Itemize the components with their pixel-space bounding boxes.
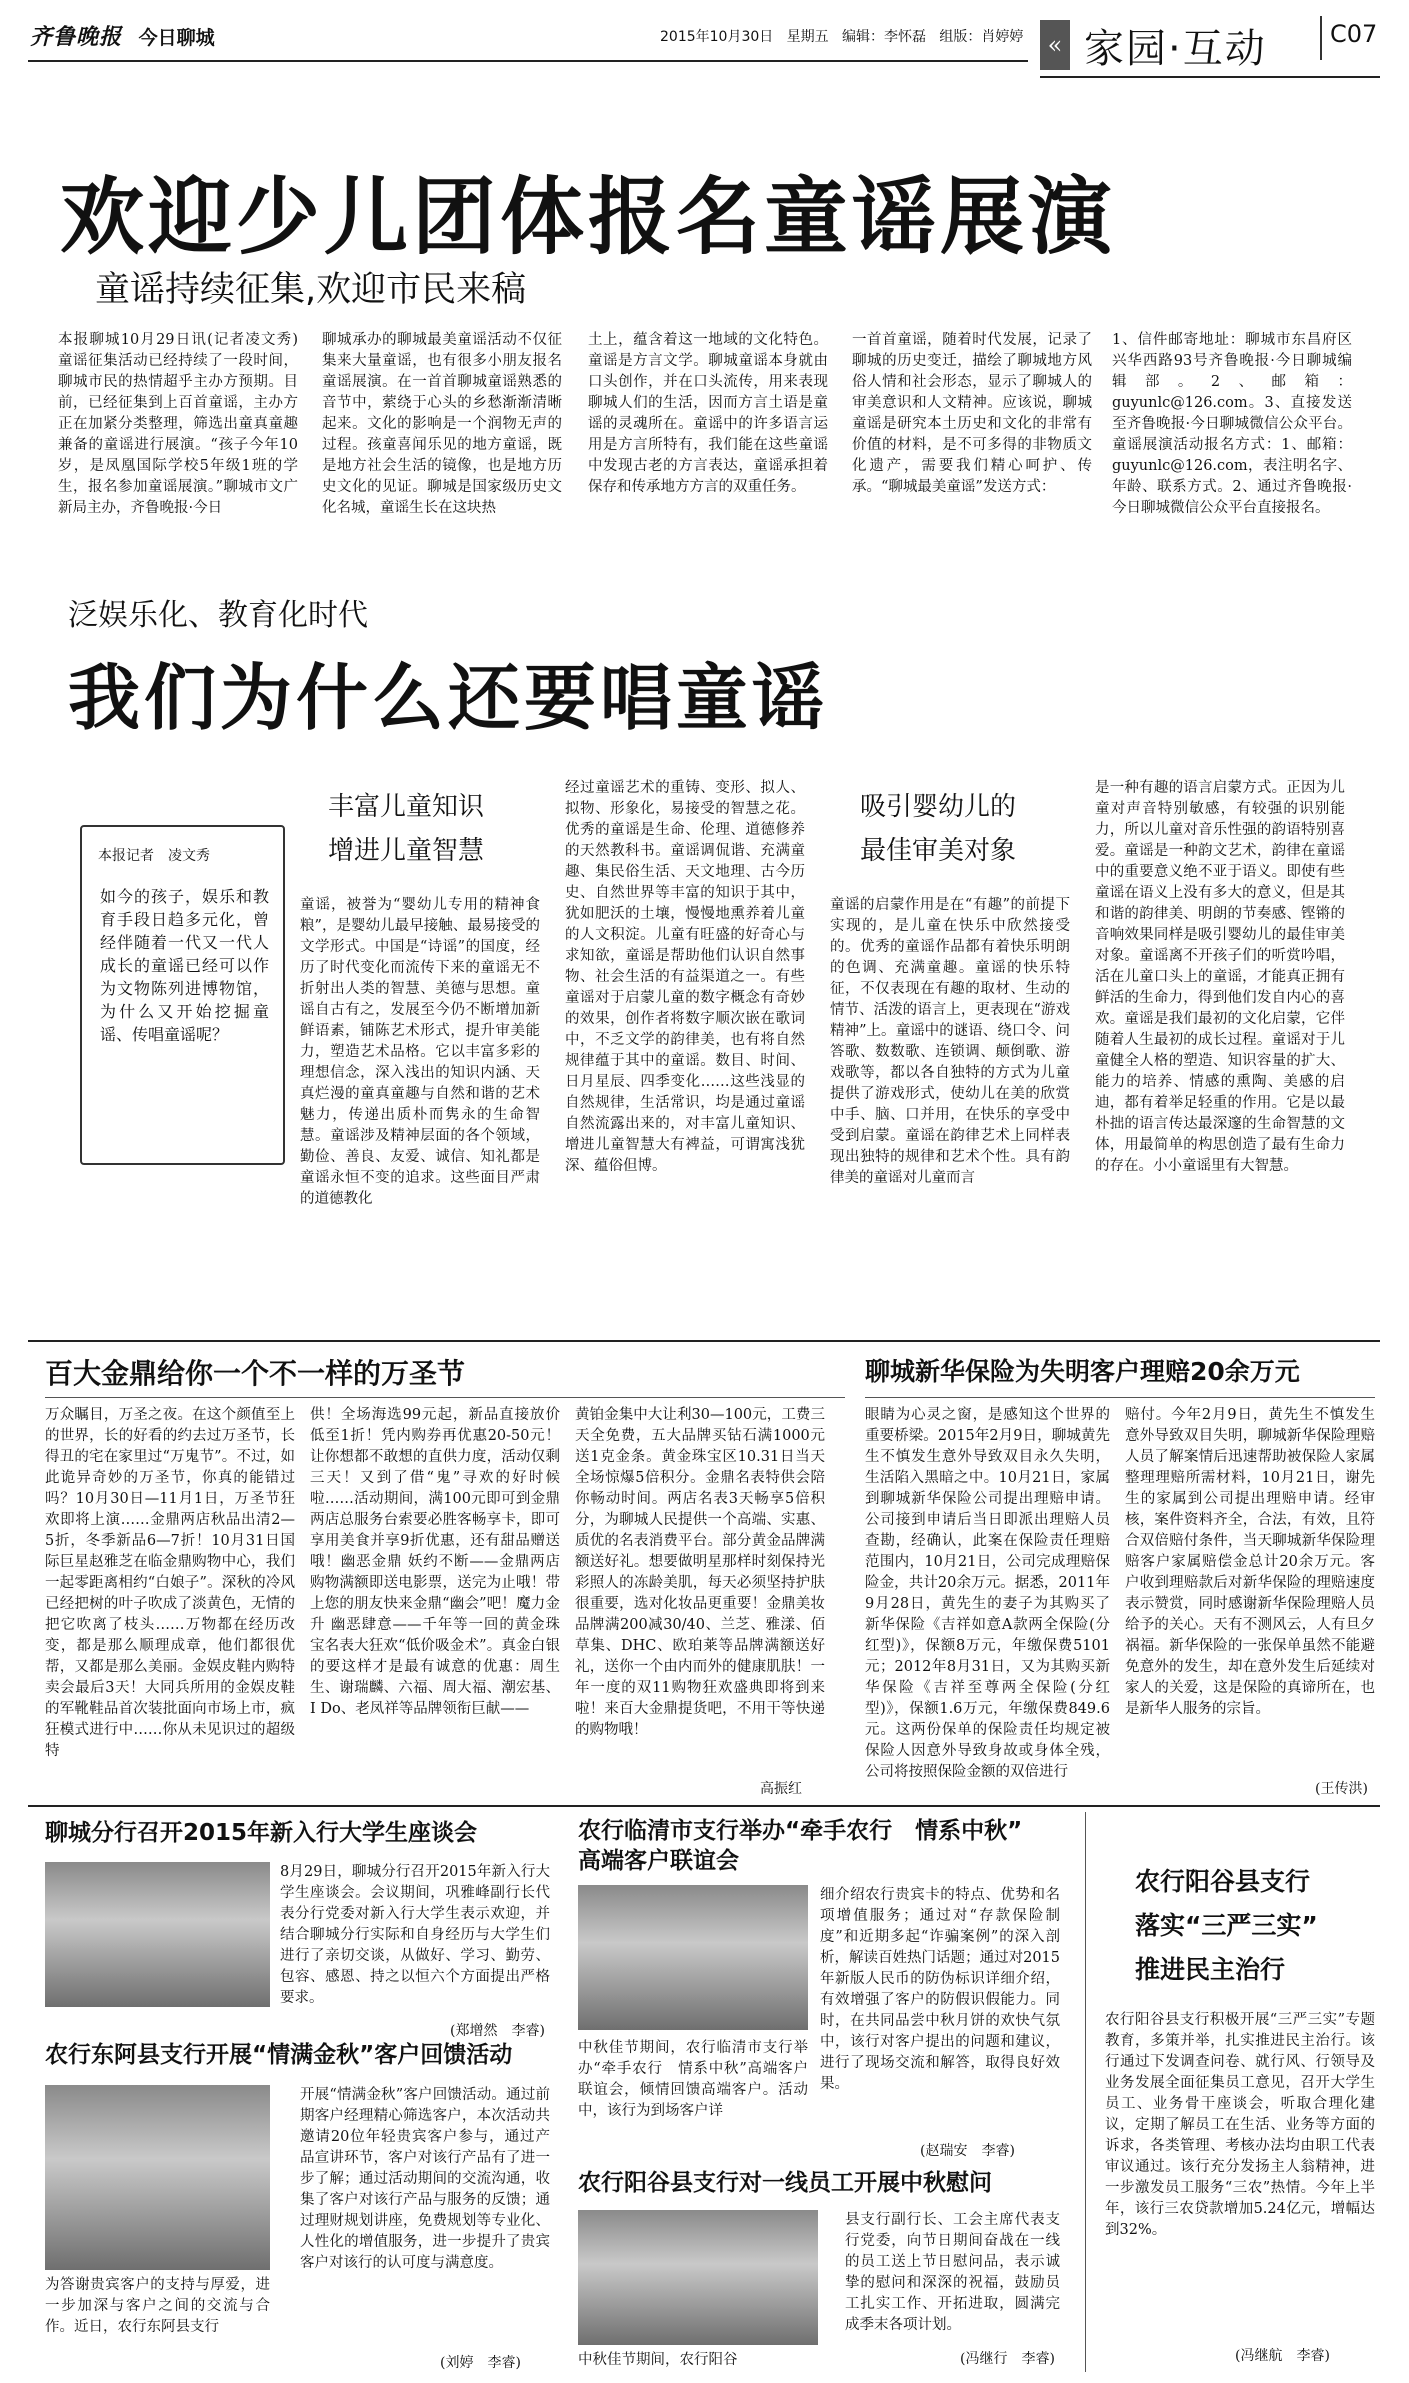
page-number: C07: [1330, 20, 1378, 48]
story9-headline-line1: 农行阳谷县支行: [1135, 1867, 1311, 1896]
story1-col-2: 聊城承办的聊城最美童谣活动不仅征集来大量童谣，也有很多小朋友报名童谣展演。在一首首聊城童谣熟悉的音节中，萦绕于心头的乡愁渐渐清晰起来。文化的影响是一个润物无声的过程。孩童喜闻乐见的地方童谣，既是地方社会生活的镜像，也是地方历史文化的见证。聊城是国家级历史文化名城，童谣生长在这块热: [322, 332, 562, 516]
story2-sub1: [328, 785, 484, 873]
story2-col-2: 经过童谣艺术的重铸、变形、拟人、拟物、形象化，易接受的智慧之花。优秀的童谣是生命、伦理、道德修养的天然教科书。童谣调侃谐、充满童趣、集民俗生活、天文地理、古今历史、自然世界等丰富的知识于其中，犹如肥沃的土壤，慢慢地熏养着儿童的人文积淀。儿童有旺盛的好奇心与求知欲，童谣是帮助他们认识自然事物、社会生活的有益渠道之一。有些童谣对于启蒙儿童的数字概念有奇妙的效果，创作者将数字顺次嵌在歌词中，不乏文学的韵律美，也有将自然规律蕴于其中的童谣。数目、时间、日月星辰、四季变化……这些浅显的自然规律，生活常识，均是通过童谣自然流露出来的，对丰富儿童知识、增进儿童智慧大有裨益，可谓寓浅犹深、蕴俗但博。: [565, 780, 805, 1174]
story7-sign: (赵瑞安 李睿): [920, 2143, 1015, 2159]
bottom-rule: [28, 1805, 1380, 1807]
story2-byline: 本报记者 凌文秀: [98, 848, 210, 864]
story1-subhead: 童谣持续征集,欢迎市民来稿: [95, 270, 527, 310]
story2-col-4: 是一种有趣的语言启蒙方式。正因为儿童对声音特别敏感，有较强的识别能力，所以儿童对音乐性强的韵语特别喜爱。童谣是一种韵文艺术，韵律在童谣中的重要意义绝不亚于语义。即使有些童谣在语义上没有多大的意义，但是其和谐的韵律美、明朗的节奏感、铿锵的音响效果同样是吸引婴幼儿的最佳审美对象。童谣离不开孩子们的听赏吟唱，活在儿童口头上的童谣，才能真正拥有鲜活的生命力，得到他们发自内心的喜欢。童谣是我们最初的文化启蒙，它伴随着人生最初的成长过程。童谣对于儿童健全人格的塑造、知识容量的扩大、能力的培养、情感的熏陶、美感的启迪，都有着举足轻重的作用。它是以最朴拙的语言传达最深邃的生命智慧的文体，用最简单的构思创造了最有生命力的存在。小小童谣里有大智慧。: [1095, 780, 1345, 1174]
story4-rule: [865, 1397, 1375, 1398]
story3-col-2: 供！全场海选99元起，新品直接放价低至1折！凭内购券再优惠20-50元！让你想都不敢想的直供力度，活动仅剩三天！又到了借“鬼”寻欢的好时候啦……活动期间，满100元即可到金鼎两店总服务台索要必胜客畅享卡，即可享用美食并享9折优惠，还有甜品赠送哦！幽恶金鼎 妖约不断——金鼎两店购物满额即送电影票，送完为止哦！带上您的朋友快来金鼎“幽会”吧！魔力金升 幽恶肆意——千年等一回的黄金珠宝名表大狂欢“低价吸金术”。真金白银的要这样才是最有诚意的优惠：周生生、谢瑞麟、六福、周大福、潮宏基、I Do、老凤祥等品牌领衔巨献——: [310, 1407, 560, 1717]
story5-sign: (郑增然 李睿): [450, 2023, 545, 2039]
issue-info: [660, 26, 1023, 46]
story9-headline: [1135, 1860, 1318, 1992]
story3-sign: 高振红: [760, 1781, 802, 1797]
client-event-photo: [45, 2085, 270, 2270]
story2-sub1-line1: 丰富儿童知识: [328, 792, 485, 822]
story1-col-1: 本报聊城10月29日讯(记者凌文秀) 童谣征集活动已经持续了一段时间，聊城市民的热情超乎主办方预期。目前，已经征集到上百首童谣，主办方正在加紧分类整理，筛选出童真童趣兼备的童谣进行展演。“孩子今年10岁，是凤凰国际学校5年级1班的学生，报名参加童谣展演。”聊城市文广新局主办，齐鲁晚报·今日: [58, 332, 298, 516]
section-rule: [28, 1340, 1380, 1342]
story6-text: 开展“情满金秋”客户回馈活动。通过前期客户经理精心筛选客户，本次活动共邀请20位年轻贵宾客户参与，通过产品宣讲环节，客户对该行产品有了进一步了解；通过活动期间的交流沟通，收集了客户对该行产品与服务的反馈；通过理财规划讲座，免费规划等专业化、人性化的增值服务，进一步提升了贵宾客户对该行的认可度与满意度。: [300, 2087, 550, 2271]
story2-sub2: [860, 785, 1016, 873]
story3-col-3: 黄铂金集中大让利30—100元，工费三天全免费，五大品牌买钻石满1000元送1克金条。黄金珠宝区10.31日当天全场惊爆5倍积分。金鼎名表特供会陪你畅动时间。两店名表3天畅享5倍积分，为聊城人民提供一个高端、实惠、质优的名表消费平台。部分黄金品牌满额送好礼。想要做明星那样时刻保持光彩照人的冻龄美肌，每天必须坚持护肤很重要，选对化妆品更重要！金鼎美妆品牌满200减30/40、兰芝、雅漾、佰草集、DHC、欧珀莱等品牌满额送好礼，送你一个由内而外的健康肌肤！一年一度的双11购物狂欢盛典即将到来啦！来百大金鼎提货吧，不用干等快递的购物哦！: [575, 1407, 825, 1738]
story8-text: 县支行副行长、工会主席代表支行党委，向节日期间奋战在一线的员工送上节日慰问品，表示诚挚的慰问和深深的祝福，鼓励员工扎实工作、开拓进取，圆满完成季末各项计划。: [845, 2212, 1060, 2333]
issue-weekday: 星期五: [786, 29, 829, 45]
story7-headline-line2: 高端客户联谊会: [578, 1848, 739, 1874]
story1-headline: 欢迎少儿团体报名童谣展演: [60, 168, 1117, 266]
section-tab: [1040, 12, 1340, 78]
banquet-photo: [578, 1885, 808, 2030]
issue-date: 2015年10月30日: [660, 29, 774, 45]
story7-headline-line1: 农行临清市支行举办“牵手农行 情系中秋”: [578, 1818, 1023, 1844]
story4-sign: (王传洪): [1315, 1781, 1368, 1797]
story7-caption: 中秋佳节期间，农行临清市支行举办“牵手农行 情系中秋”高端客户联谊会，倾情回馈高端客户。活动中，该行为到场客户详: [578, 2040, 808, 2119]
editor: 编辑：李怀磊: [841, 29, 926, 45]
staff-photo: [578, 2210, 818, 2345]
story8-caption: 中秋佳节期间，农行阳谷: [578, 2352, 738, 2368]
story8-sign: (冯继行 李睿): [960, 2351, 1055, 2367]
meeting-photo: [45, 1862, 270, 2007]
story5-text: 8月29日，聊城分行召开2015年新入行大学生座谈会。会议期间，巩雅峰副行长代表分行党委对新入行大学生表示欢迎，并结合聊城分行实际和自身经历与大学生们进行了亲切交谈，从做好、学习、勤劳、包容、感恩、持之以恒六个方面提出严格要求。: [280, 1864, 550, 2006]
section-title: 家园·互动: [1084, 25, 1267, 72]
column-divider: [1085, 1812, 1086, 2372]
story2-lead: 如今的孩子，娱乐和教育手段日趋多元化，曾经伴随着一代又一代人成长的童谣已经可以作为文物陈列进博物馆，为什么又开始挖掘童谣、传唱童谣呢？: [100, 887, 269, 1044]
tab-rule: [1040, 76, 1380, 78]
layout-editor: 组版：肖婷婷: [939, 29, 1024, 45]
story4-col-1: 眼睛为心灵之窗，是感知这个世界的重要桥梁。2015年2月9日，聊城黄先生不慎发生意外导致双目永久失明，生活陷入黑暗之中。10月21日，家属到聊城新华保险公司提出理赔申请。公司接到申请后当日即派出理赔人员查勘，经确认，此案在保险责任理赔范围内，10月21日，公司完成理赔保险金，共计20余万元。据悉，2011年9月28日，黄先生的妻子为其购买了新华保险《吉祥如意A款两全保险(分红型)》，保额8万元，年缴保费5101元；2012年8月31日，又为其购买新华保险《吉祥至尊两全保险(分红型)》，保额1.6万元，年缴保费849.6元。这两份保单的保险责任均规定被保险人因意外导致身故或身体全残，公司将按照保险金额的双倍进行: [865, 1407, 1110, 1780]
story6-sign: (刘婷 李睿): [440, 2355, 521, 2371]
story1-col-5: 1、信件邮寄地址：聊城市东昌府区兴华西路93号齐鲁晚报·今日聊城编辑部。2、邮箱：guyunlc@126.com。3、直接发送至齐鲁晚报·今日聊城微信公众平台。童谣展演活动报名方式：1、邮箱：guyunlc@126.com，表注明名字、年龄、联系方式。2、通过齐鲁晚报·今日聊城微信公众平台直接报名。: [1112, 332, 1352, 516]
story9-text: 农行阳谷县支行积极开展“三严三实”专题教育，多策并举，扎实推进民主治行。该行通过下发调查问卷、就行风、行领导及业务发展全面征集员工意见，召开大学生员工、业务骨干座谈会，听取合理化建议，定期了解员工在生活、业务等方面的诉求，各类管理、考核办法均由职工代表审议通过。该行充分发扬主人翁精神，进一步激发员工服务“三农”热情。今年上半年，该行三农贷款增加5.24亿元，增幅达到32%。: [1105, 2012, 1375, 2238]
story3-col-1: 万众瞩目，万圣之夜。在这个颜值至上的世界，长的好看的约去过万圣节，长得丑的宅在家里过“万鬼节”。不过，如此诡异奇妙的万圣节，你真的能错过吗？10月30日—11月1日，万圣节狂欢即将上演……金鼎两店秋品出清2—5折，冬季新品6—7折！10月31日国际巨星赵雅芝在临金鼎购物中心，我们一起零距离相约“白娘子”。深秋的冷风已经把树的叶子吹成了淡黄色，无情的把它吹离了枝头……万物都在经历改变，都是那么顺理成章，他们都很优帮，又都是那么美丽。金娱皮鞋内购特卖会最后3天！大同兵所用的金娱皮鞋的军靴鞋品首次装批面向市场上市，疯狂模式进行中……你从未见识过的超级特: [45, 1407, 295, 1759]
story4-col-2: 赔付。今年2月9日，黄先生不慎发生意外导致双目失明，聊城新华保险理赔人员了解案情后迅速帮助被保险人家属整理理赔所需材料，10月21日，谢先生的家属到公司提出理赔申请。经审核，案件资料齐全，合法，有效，且符合双倍赔付条件，当天聊城新华保险理赔客户家属赔偿金总计20余万元。客户收到理赔款后对新华保险的理赔速度表示赞赏，同时感谢新华保险理赔人员给予的关心。天有不测风云，人有旦夕祸福。新华保险的一张保单虽然不能避免意外的发生，却在意外发生后延续对家人的关爱，这是保险的真谛所在，也是新华人服务的宗旨。: [1125, 1407, 1375, 1717]
story6-caption: 为答谢贵宾客户的支持与厚爱，进一步加深与客户之间的交流与合作。近日，农行东阿县支行: [45, 2277, 270, 2335]
edition-name: 今日聊城: [138, 27, 215, 49]
story2-col-3: 童谣的启蒙作用是在“有趣”的前提下实现的，是儿童在快乐中欣然接受的。优秀的童谣作品都有着快乐明朗的色调、充满童趣。童谣的快乐特征，不仅表现在有趣的取材、生动的情节、活泼的语言上，更表现在“游戏精神”上。童谣中的谜语、绕口令、问答歌、数数歌、连锁调、颠倒歌、游戏歌等，都以各自独特的方式为儿童提供了游戏形式，使幼儿在美的欣赏中手、脑、口并用，在快乐的享受中受到启蒙。童谣在韵律艺术上同样表现出独特的规律和艺术个性。具有韵律美的童谣对儿童而言: [830, 897, 1070, 1186]
story2-col-1: 童谣，被誉为“婴幼儿专用的精神食粮”，是婴幼儿最早接触、最易接受的文学形式。中国是“诗谣”的国度，经历了时代变化而流传下来的童谣无不折射出人类的智慧、美德与思想。童谣自古有之，发展至今仍不断增加新鲜语素，铺陈艺术形式，提升审美能力，塑造艺术品格。它以丰富多彩的理想信念，深入浅出的知识内涵、天真烂漫的童真童趣与自然和谐的艺术魅力，传递出质朴而隽永的生命智慧。童谣涉及精神层面的各个领域，勤俭、善良、友爱、诚信、知礼都是童谣永恒不变的追求。这些面目严肃的道德教化: [300, 897, 540, 1207]
story4-headline: 聊城新华保险为失明客户理赔20余万元: [865, 1357, 1300, 1386]
masthead: [30, 20, 215, 51]
story8-headline: 农行阳谷县支行对一线员工开展中秋慰问: [578, 2170, 992, 2196]
story7-text: 细介绍农行贵宾卡的特点、优势和名项增值服务；通过对“存款保险制度”和近期多起“诈骗案例”的深入剖析，解读百姓热门话题；通过对2015年新版人民币的防伪标识详细介绍，有效增强了客户的防假识假能力。同时，在共同品尝中秋月饼的欢快气氛中，该行对客户提出的问题和建议，进行了现场交流和解答，取得良好效果。: [820, 1887, 1060, 2092]
story2-sub2-line1: 吸引婴幼儿的: [860, 792, 1017, 822]
story1-col-3: 土上，蕴含着这一地域的文化特色。童谣是方言文学。聊城童谣本身就由口头创作，并在口头流传，用来表现聊城人们的生活，因而方言土语是童谣的灵魂所在。童谣中的许多语言运用是方言所特有，我们能在这些童谣中发现古老的方言表达，童谣承担着保存和传承地方方言的双重任务。: [588, 332, 828, 495]
story2-sub1-line2: 增进儿童智慧: [328, 836, 485, 866]
double-chevron-left-icon: «: [1040, 20, 1070, 70]
story2-kicker: 泛娱乐化、教育化时代: [68, 598, 368, 633]
story9-sign: (冯继航 李睿): [1235, 2348, 1330, 2364]
story7-headline: [578, 1816, 1022, 1876]
story5-headline: 聊城分行召开2015年新入行大学生座谈会: [45, 1820, 478, 1846]
story6-headline: 农行东阿县支行开展“情满金秋”客户回馈活动: [45, 2042, 513, 2068]
story3-rule: [45, 1397, 845, 1398]
header-rule: [28, 60, 1028, 62]
divider: [1320, 16, 1322, 60]
story2-headline: 我们为什么还要唱童谣: [68, 656, 829, 740]
story3-headline: 百大金鼎给你一个不一样的万圣节: [45, 1357, 466, 1390]
story1-col-4: 一首首童谣，随着时代发展，记录了聊城的历史变迁，描绘了聊城地方风俗人情和社会形态，显示了聊城人的审美意识和人文精神。应该说，聊城童谣是研究本土历史和文化的非常有价值的材料，是不可多得的非物质文化遗产，需要我们精心呵护、传承。“聊城最美童谣”发送方式：: [852, 332, 1092, 495]
story2-lead-box: [80, 825, 285, 1165]
story2-sub2-line2: 最佳审美对象: [860, 836, 1017, 866]
story9-headline-line3: 推进民主治行: [1135, 1955, 1286, 1984]
story9-headline-line2: 落实“三严三实”: [1135, 1911, 1318, 1940]
paper-logo: 齐鲁晚报: [30, 24, 123, 50]
